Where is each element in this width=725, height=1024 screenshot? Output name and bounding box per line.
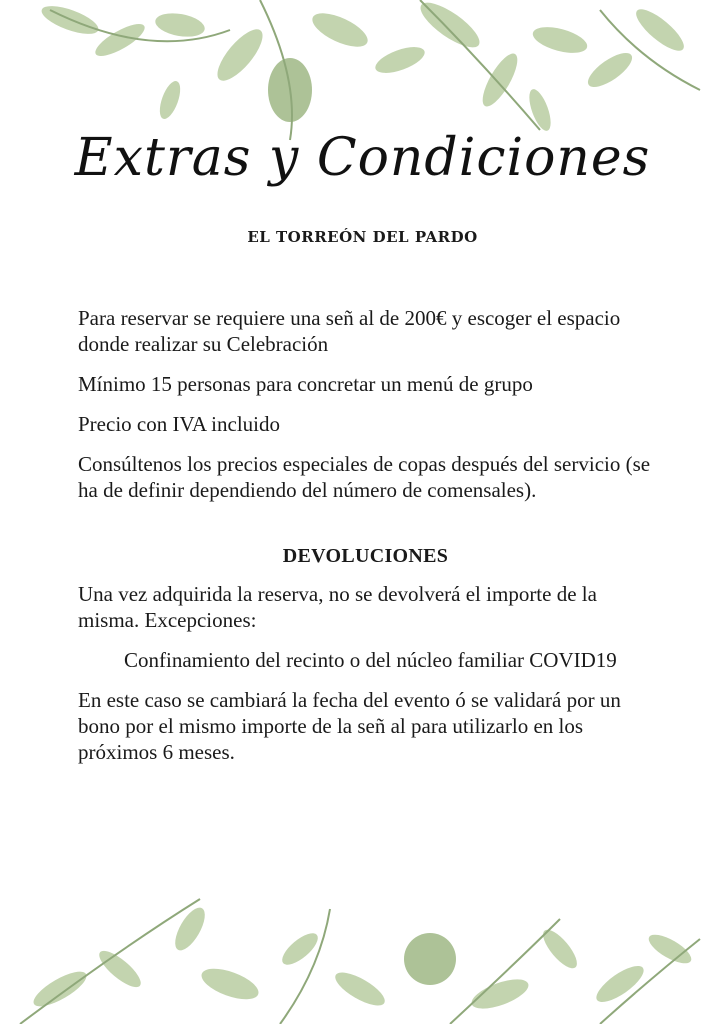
condition-minimum: Mínimo 15 personas para concretar un menú de grupo xyxy=(78,372,533,396)
conditions-section xyxy=(78,305,653,779)
returns-note: En este caso se cambiará la fecha del evento ó se validará por un bono por el mismo importe de la señ al para utilizarlo en los próximos 6 meses. xyxy=(78,688,621,764)
condition-deposit: Para reservar se requiere una señ al de 200€ y escoger el espacio donde realizar su Celebración xyxy=(78,306,621,356)
condition-drinks: Consúltenos los precios especiales de copas después del servicio (se ha de definir dependiendo del número de comensales). xyxy=(78,452,651,502)
venue-name: EL TORREÓN DEL PARDO xyxy=(247,228,478,246)
returns-exception: Confinamiento del recinto o del núcleo familiar COVID19 xyxy=(124,648,617,672)
foliage-bottom-decoration xyxy=(0,889,725,1024)
page-title: Extras y Condiciones xyxy=(74,128,651,188)
returns-heading: DEVOLUCIONES xyxy=(282,545,449,567)
condition-vat: Precio con IVA incluido xyxy=(78,412,281,436)
returns-intro: Una vez adquirida la reserva, no se devolverá el importe de la misma. Excepciones: xyxy=(78,582,597,632)
